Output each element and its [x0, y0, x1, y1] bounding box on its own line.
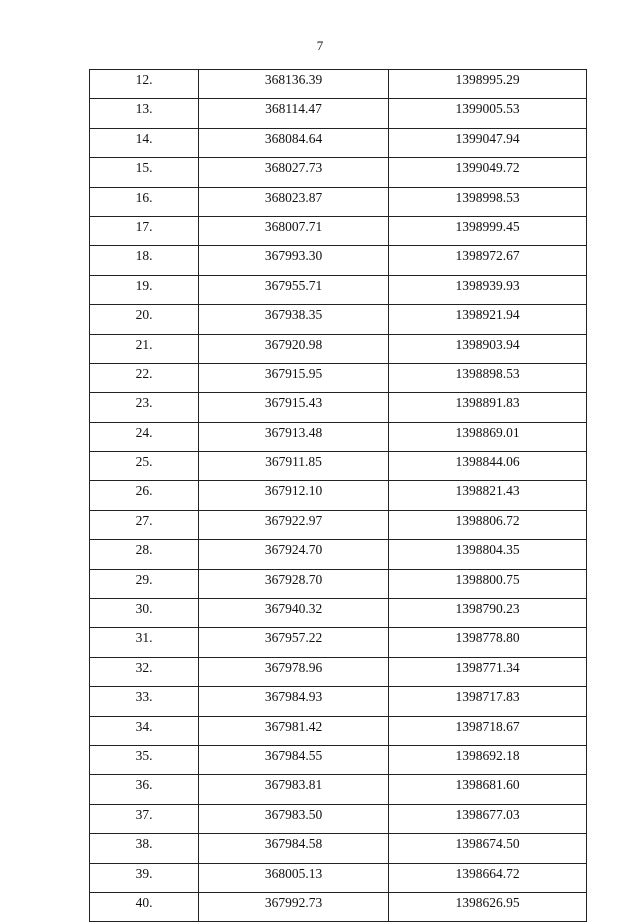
y-coordinate-cell: 1398998.53: [389, 187, 587, 216]
point-number-cell: 28.: [90, 540, 199, 569]
point-number-cell: 32.: [90, 657, 199, 686]
table-row: [90, 569, 587, 598]
table-row: [90, 804, 587, 833]
point-number-cell: 14.: [90, 128, 199, 157]
y-coordinate-cell: 1398681.60: [389, 775, 587, 804]
point-number-cell: 39.: [90, 863, 199, 892]
point-number-cell: 31.: [90, 628, 199, 657]
y-coordinate-cell: 1398903.94: [389, 334, 587, 363]
table-row: [90, 745, 587, 774]
point-number-cell: 19.: [90, 275, 199, 304]
table-row: [90, 393, 587, 422]
x-coordinate-cell: 368027.73: [199, 158, 389, 187]
y-coordinate-cell: 1398677.03: [389, 804, 587, 833]
table-row: [90, 599, 587, 628]
x-coordinate-cell: 367981.42: [199, 716, 389, 745]
point-number-cell: 18.: [90, 246, 199, 275]
table-row: [90, 334, 587, 363]
point-number-cell: 35.: [90, 745, 199, 774]
x-coordinate-cell: 368114.47: [199, 99, 389, 128]
point-number-cell: 25.: [90, 452, 199, 481]
x-coordinate-cell: 367984.58: [199, 834, 389, 863]
point-number-cell: 40.: [90, 892, 199, 921]
point-number-cell: 13.: [90, 99, 199, 128]
table-row: [90, 452, 587, 481]
x-coordinate-cell: 367984.55: [199, 745, 389, 774]
y-coordinate-cell: 1398844.06: [389, 452, 587, 481]
x-coordinate-cell: 367957.22: [199, 628, 389, 657]
y-coordinate-cell: 1399049.72: [389, 158, 587, 187]
table-row: [90, 70, 587, 99]
y-coordinate-cell: 1398771.34: [389, 657, 587, 686]
table-row: [90, 246, 587, 275]
x-coordinate-cell: 367920.98: [199, 334, 389, 363]
x-coordinate-cell: 367940.32: [199, 599, 389, 628]
point-number-cell: 36.: [90, 775, 199, 804]
y-coordinate-cell: 1398972.67: [389, 246, 587, 275]
table-row: [90, 305, 587, 334]
x-coordinate-cell: 367913.48: [199, 422, 389, 451]
point-number-cell: 27.: [90, 510, 199, 539]
table-row: [90, 481, 587, 510]
table-row: [90, 158, 587, 187]
table-row: [90, 687, 587, 716]
table-row: [90, 128, 587, 157]
x-coordinate-cell: 368007.71: [199, 216, 389, 245]
y-coordinate-cell: 1399047.94: [389, 128, 587, 157]
x-coordinate-cell: 367915.43: [199, 393, 389, 422]
table-row: [90, 422, 587, 451]
point-number-cell: 38.: [90, 834, 199, 863]
x-coordinate-cell: 367928.70: [199, 569, 389, 598]
y-coordinate-cell: 1398664.72: [389, 863, 587, 892]
x-coordinate-cell: 367912.10: [199, 481, 389, 510]
coordinates-table: [89, 69, 587, 922]
y-coordinate-cell: 1398869.01: [389, 422, 587, 451]
table-row: [90, 540, 587, 569]
table-row: [90, 216, 587, 245]
y-coordinate-cell: 1399005.53: [389, 99, 587, 128]
x-coordinate-cell: 367992.73: [199, 892, 389, 921]
x-coordinate-cell: 368084.64: [199, 128, 389, 157]
y-coordinate-cell: 1398806.72: [389, 510, 587, 539]
y-coordinate-cell: 1398898.53: [389, 363, 587, 392]
point-number-cell: 17.: [90, 216, 199, 245]
table-row: [90, 863, 587, 892]
table-row: [90, 775, 587, 804]
table-row: [90, 892, 587, 921]
table-row: [90, 275, 587, 304]
x-coordinate-cell: 368136.39: [199, 70, 389, 99]
y-coordinate-cell: 1398626.95: [389, 892, 587, 921]
x-coordinate-cell: 367938.35: [199, 305, 389, 334]
y-coordinate-cell: 1398821.43: [389, 481, 587, 510]
point-number-cell: 20.: [90, 305, 199, 334]
point-number-cell: 21.: [90, 334, 199, 363]
x-coordinate-cell: 367915.95: [199, 363, 389, 392]
point-number-cell: 12.: [90, 70, 199, 99]
table-row: [90, 510, 587, 539]
point-number-cell: 34.: [90, 716, 199, 745]
x-coordinate-cell: 367922.97: [199, 510, 389, 539]
point-number-cell: 29.: [90, 569, 199, 598]
x-coordinate-cell: 367983.50: [199, 804, 389, 833]
x-coordinate-cell: 368005.13: [199, 863, 389, 892]
point-number-cell: 22.: [90, 363, 199, 392]
x-coordinate-cell: 367983.81: [199, 775, 389, 804]
y-coordinate-cell: 1398790.23: [389, 599, 587, 628]
y-coordinate-cell: 1398717.83: [389, 687, 587, 716]
y-coordinate-cell: 1398778.80: [389, 628, 587, 657]
y-coordinate-cell: 1398718.67: [389, 716, 587, 745]
table-row: [90, 716, 587, 745]
y-coordinate-cell: 1398674.50: [389, 834, 587, 863]
table-row: [90, 628, 587, 657]
y-coordinate-cell: 1398692.18: [389, 745, 587, 774]
page-number: 7: [316, 38, 324, 53]
point-number-cell: 30.: [90, 599, 199, 628]
y-coordinate-cell: 1398921.94: [389, 305, 587, 334]
y-coordinate-cell: 1398995.29: [389, 70, 587, 99]
point-number-cell: 26.: [90, 481, 199, 510]
point-number-cell: 33.: [90, 687, 199, 716]
x-coordinate-cell: 368023.87: [199, 187, 389, 216]
table-row: [90, 99, 587, 128]
point-number-cell: 16.: [90, 187, 199, 216]
y-coordinate-cell: 1398800.75: [389, 569, 587, 598]
table-row: [90, 834, 587, 863]
point-number-cell: 15.: [90, 158, 199, 187]
x-coordinate-cell: 367984.93: [199, 687, 389, 716]
y-coordinate-cell: 1398891.83: [389, 393, 587, 422]
table-row: [90, 657, 587, 686]
table-row: [90, 187, 587, 216]
coordinates-table-body: [90, 70, 587, 922]
x-coordinate-cell: 367978.96: [199, 657, 389, 686]
y-coordinate-cell: 1398939.93: [389, 275, 587, 304]
x-coordinate-cell: 367911.85: [199, 452, 389, 481]
x-coordinate-cell: 367993.30: [199, 246, 389, 275]
y-coordinate-cell: 1398804.35: [389, 540, 587, 569]
point-number-cell: 24.: [90, 422, 199, 451]
x-coordinate-cell: 367955.71: [199, 275, 389, 304]
y-coordinate-cell: 1398999.45: [389, 216, 587, 245]
point-number-cell: 23.: [90, 393, 199, 422]
point-number-cell: 37.: [90, 804, 199, 833]
x-coordinate-cell: 367924.70: [199, 540, 389, 569]
table-row: [90, 363, 587, 392]
